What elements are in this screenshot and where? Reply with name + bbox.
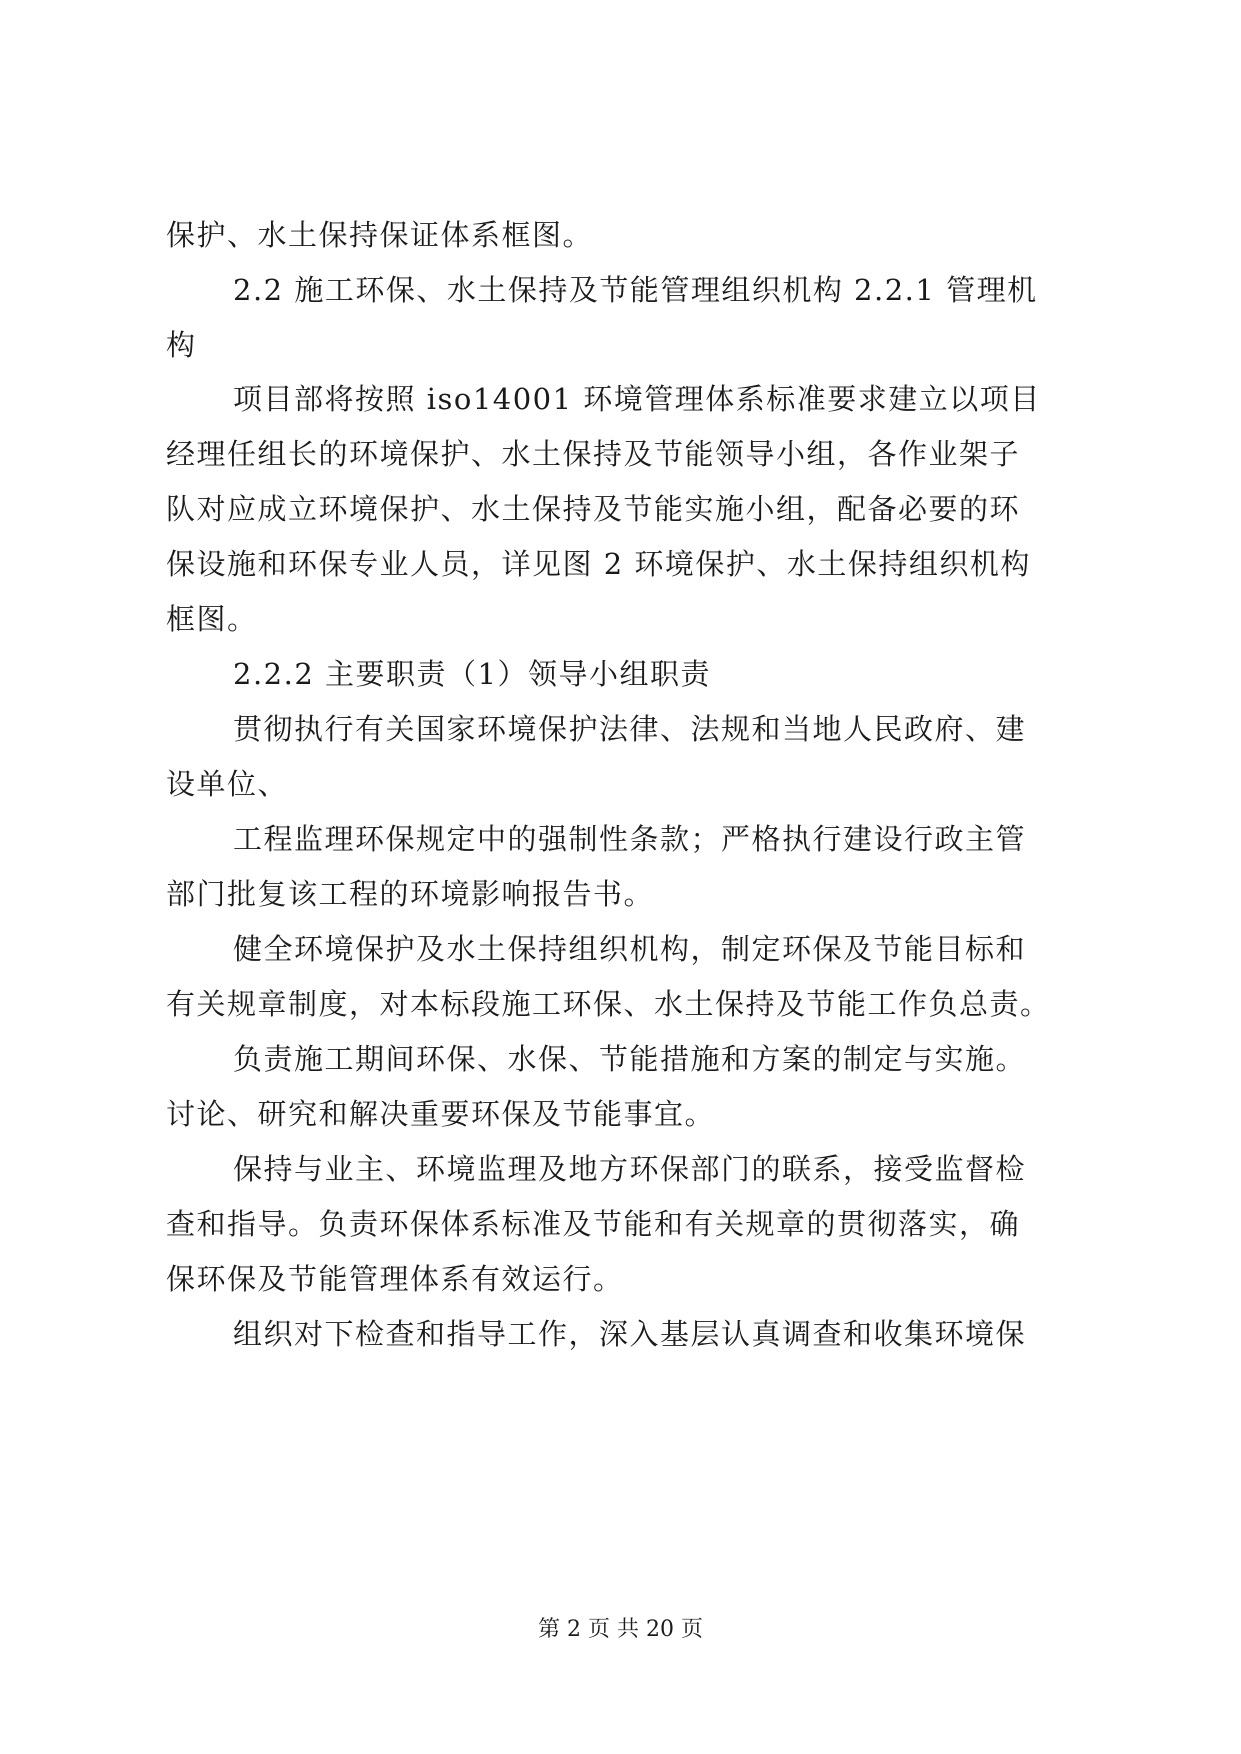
text-line-8: 框图。 bbox=[166, 602, 258, 636]
text-line-7: 保设施和环保专业人员，详见图 2 环境保护、水土保持组织机构 bbox=[166, 547, 1031, 581]
text-line-4: 项目部将按照 iso14001 环境管理体系标准要求建立以项目 bbox=[233, 382, 1041, 416]
text-line-6: 队对应成立环境保护、水土保持及节能实施小组，配备必要的环 bbox=[166, 492, 1021, 526]
text-line-21: 组织对下检查和指导工作，深入基层认真调查和收集环境保 bbox=[233, 1317, 1027, 1351]
text-line-15: 有关规章制度，对本标段施工环保、水土保持及节能工作负总责。 bbox=[166, 987, 1051, 1021]
page-footer: 第 2 页 共 20 页 bbox=[538, 1617, 703, 1642]
text-line-9: 2.2.2 主要职责（1）领导小组职责 bbox=[233, 657, 711, 691]
text-line-3: 构 bbox=[166, 328, 197, 362]
text-line-18: 保持与业主、环境监理及地方环保部门的联系，接受监督检 bbox=[233, 1152, 1027, 1186]
text-line-10: 贯彻执行有关国家环境保护法律、法规和当地人民政府、建 bbox=[233, 712, 1027, 746]
text-line-19: 查和指导。负责环保体系标准及节能和有关规章的贯彻落实，确 bbox=[166, 1207, 1021, 1241]
text-line-14: 健全环境保护及水土保持组织机构，制定环保及节能目标和 bbox=[233, 932, 1027, 966]
text-line-11: 设单位、 bbox=[166, 767, 289, 801]
text-line-2: 2.2 施工环保、水土保持及节能管理组织机构 2.2.1 管理机 bbox=[233, 273, 1038, 307]
text-line-16: 负责施工期间环保、水保、节能措施和方案的制定与实施。 bbox=[233, 1042, 1027, 1076]
text-line-17: 讨论、研究和解决重要环保及节能事宜。 bbox=[166, 1097, 716, 1131]
text-line-20: 保环保及节能管理体系有效运行。 bbox=[166, 1262, 624, 1296]
text-line-5: 经理任组长的环境保护、水土保持及节能领导小组，各作业架子 bbox=[166, 437, 1021, 471]
text-line-12: 工程监理环保规定中的强制性条款；严格执行建设行政主管 bbox=[233, 822, 1027, 856]
text-line-1: 保护、水土保持保证体系框图。 bbox=[166, 218, 594, 252]
text-line-13: 部门批复该工程的环境影响报告书。 bbox=[166, 877, 655, 911]
